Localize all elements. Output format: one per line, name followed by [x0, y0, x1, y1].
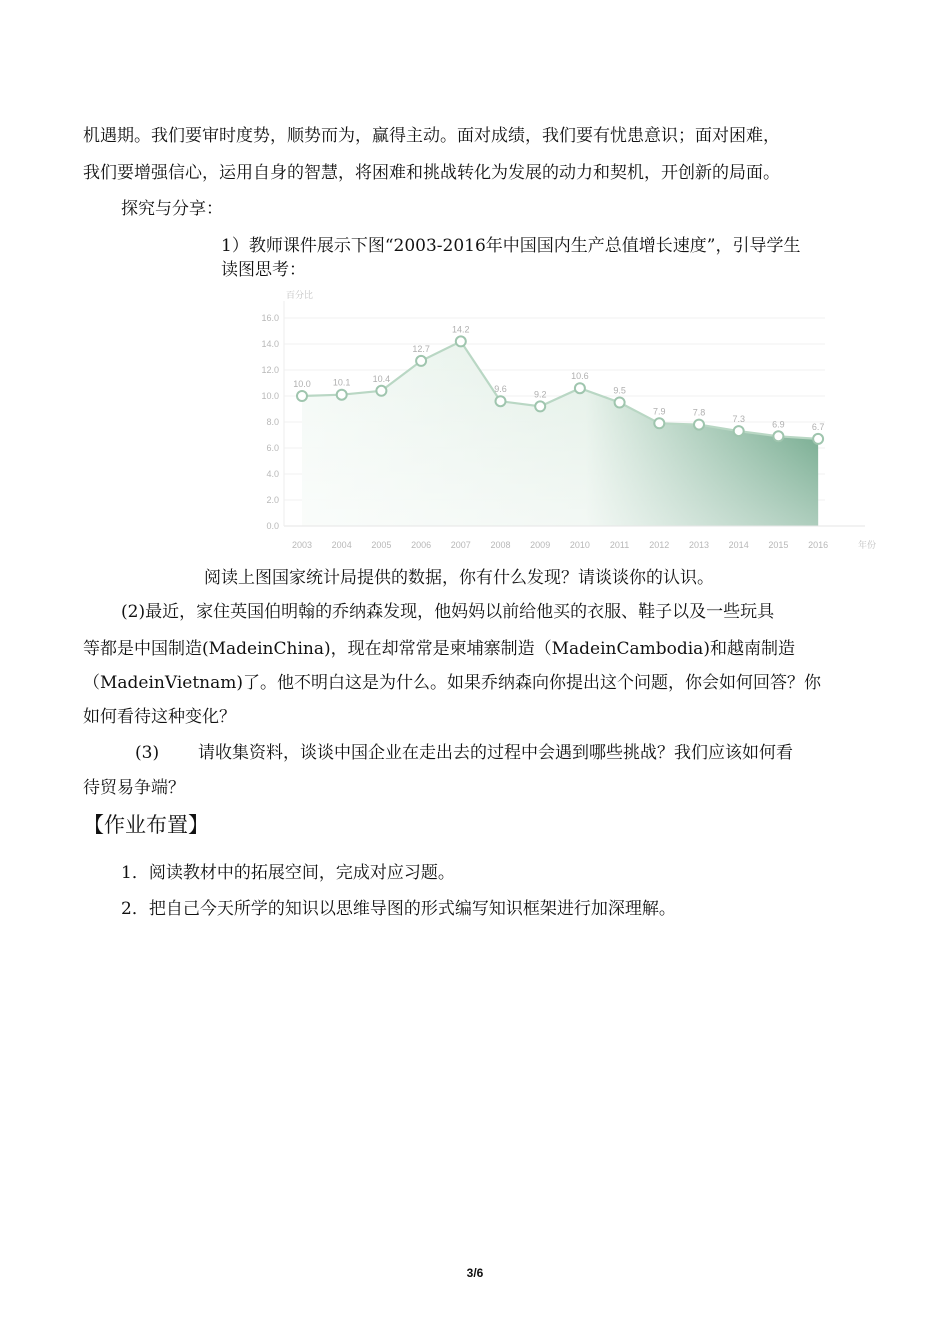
data-label: 14.2 — [452, 324, 470, 335]
x-tick-label: 2007 — [450, 540, 471, 550]
x-tick-label: 2012 — [649, 540, 670, 550]
question-3-line: 请收集资料，谈谈中国企业在走出去的过程中会遇到哪些挑战？我们应该如何看 — [198, 743, 793, 763]
x-tick-label: 2005 — [371, 540, 392, 550]
y-tick-label: 8.0 — [266, 417, 279, 427]
y-tick-label: 6.0 — [266, 443, 279, 453]
data-point — [734, 426, 744, 436]
y-tick-label: 0.0 — [266, 521, 279, 531]
x-tick-label: 2013 — [688, 540, 710, 550]
data-label: 10.4 — [372, 373, 391, 384]
data-point — [773, 431, 783, 441]
data-label: 9.2 — [533, 389, 547, 400]
data-label: 6.9 — [772, 419, 785, 430]
data-label: 10.0 — [293, 379, 311, 389]
data-point — [813, 434, 823, 444]
data-point — [694, 420, 704, 430]
x-axis-title: 年份 — [858, 540, 877, 550]
x-tick-label: 2009 — [530, 540, 551, 550]
data-label: 10.6 — [571, 371, 589, 382]
x-tick-label: 2010 — [569, 540, 590, 550]
gdp-growth-chart — [250, 283, 880, 553]
data-point — [376, 386, 386, 396]
y-tick-label: 10.0 — [261, 391, 279, 401]
page-number: 3/6 — [466, 1266, 484, 1280]
x-tick-label: 2006 — [411, 540, 432, 550]
data-point — [337, 390, 347, 400]
question-2-line: （MadeinVietnam)了。他不明白这是为什么。如果乔纳森向你提出这个问题，你会如何回答？你 — [83, 673, 822, 693]
x-tick-label: 2003 — [291, 540, 313, 550]
data-label: 7.3 — [732, 414, 745, 425]
paragraph-line: 我们要增强信心，运用自身的智慧，将困难和挑战转化为发展的动力和契机，开创新的局面。 — [83, 163, 780, 183]
data-label: 10.1 — [332, 377, 351, 388]
data-label: 7.8 — [692, 407, 706, 418]
data-point — [615, 398, 625, 408]
y-tick-label: 2.0 — [266, 495, 279, 505]
y-tick-label: 16.0 — [261, 313, 279, 323]
data-label: 6.7 — [811, 421, 825, 432]
data-point — [654, 418, 664, 428]
question-3-number: (3) — [135, 743, 160, 763]
data-label: 9.5 — [613, 385, 626, 396]
question-2-line: 等都是中国制造(MadeinChina)，现在却常常是柬埔寨制造（MadeinCambodia)和越南制造 — [83, 639, 795, 659]
y-tick-label: 4.0 — [266, 469, 279, 479]
question-3-line: 待贸易争端？ — [83, 778, 185, 798]
question-2-line: (2)最近，家住英国伯明翰的乔纳森发现，他妈妈以前给他买的衣服、鞋子以及一些玩具 — [121, 602, 775, 622]
x-tick-label: 2011 — [609, 540, 630, 550]
data-point — [535, 401, 545, 411]
data-point — [496, 396, 506, 406]
x-tick-label: 2004 — [331, 540, 352, 550]
homework-item: 2．把自己今天所学的知识以思维导图的形式编写知识框架进行加深理解。 — [121, 899, 676, 919]
homework-item: 1．阅读教材中的拓展空间，完成对应习题。 — [121, 863, 455, 883]
x-tick-label: 2008 — [490, 540, 511, 550]
x-tick-label: 2015 — [768, 540, 789, 550]
data-point — [456, 336, 466, 346]
question-2-line: 如何看待这种变化？ — [83, 707, 236, 727]
data-point — [297, 391, 307, 401]
homework-heading: 【作业布置】 — [83, 813, 209, 837]
paragraph-line: 机遇期。我们要审时度势，顺势而为，赢得主动。面对成绩，我们要有忧患意识；面对困难， — [83, 126, 780, 146]
question-1-prompt: 阅读上图国家统计局提供的数据，你有什么发现？请谈谈你的认识。 — [204, 568, 714, 588]
y-tick-label: 12.0 — [261, 365, 279, 375]
data-label: 9.6 — [494, 384, 507, 395]
y-tick-label: 14.0 — [261, 339, 279, 349]
data-point — [416, 356, 426, 366]
data-point — [575, 383, 585, 393]
question-1-line: 读图思考： — [221, 260, 306, 280]
x-tick-label: 2014 — [728, 540, 749, 550]
question-1-line: 1）教师课件展示下图“2003-2016年中国国内生产总值增长速度”，引导学生 — [221, 236, 801, 256]
y-axis-title: 百分比 — [286, 290, 314, 300]
data-label: 7.9 — [653, 406, 666, 417]
x-tick-label: 2016 — [808, 540, 829, 550]
section-label: 探究与分享： — [121, 199, 223, 219]
data-label: 12.7 — [412, 343, 430, 354]
